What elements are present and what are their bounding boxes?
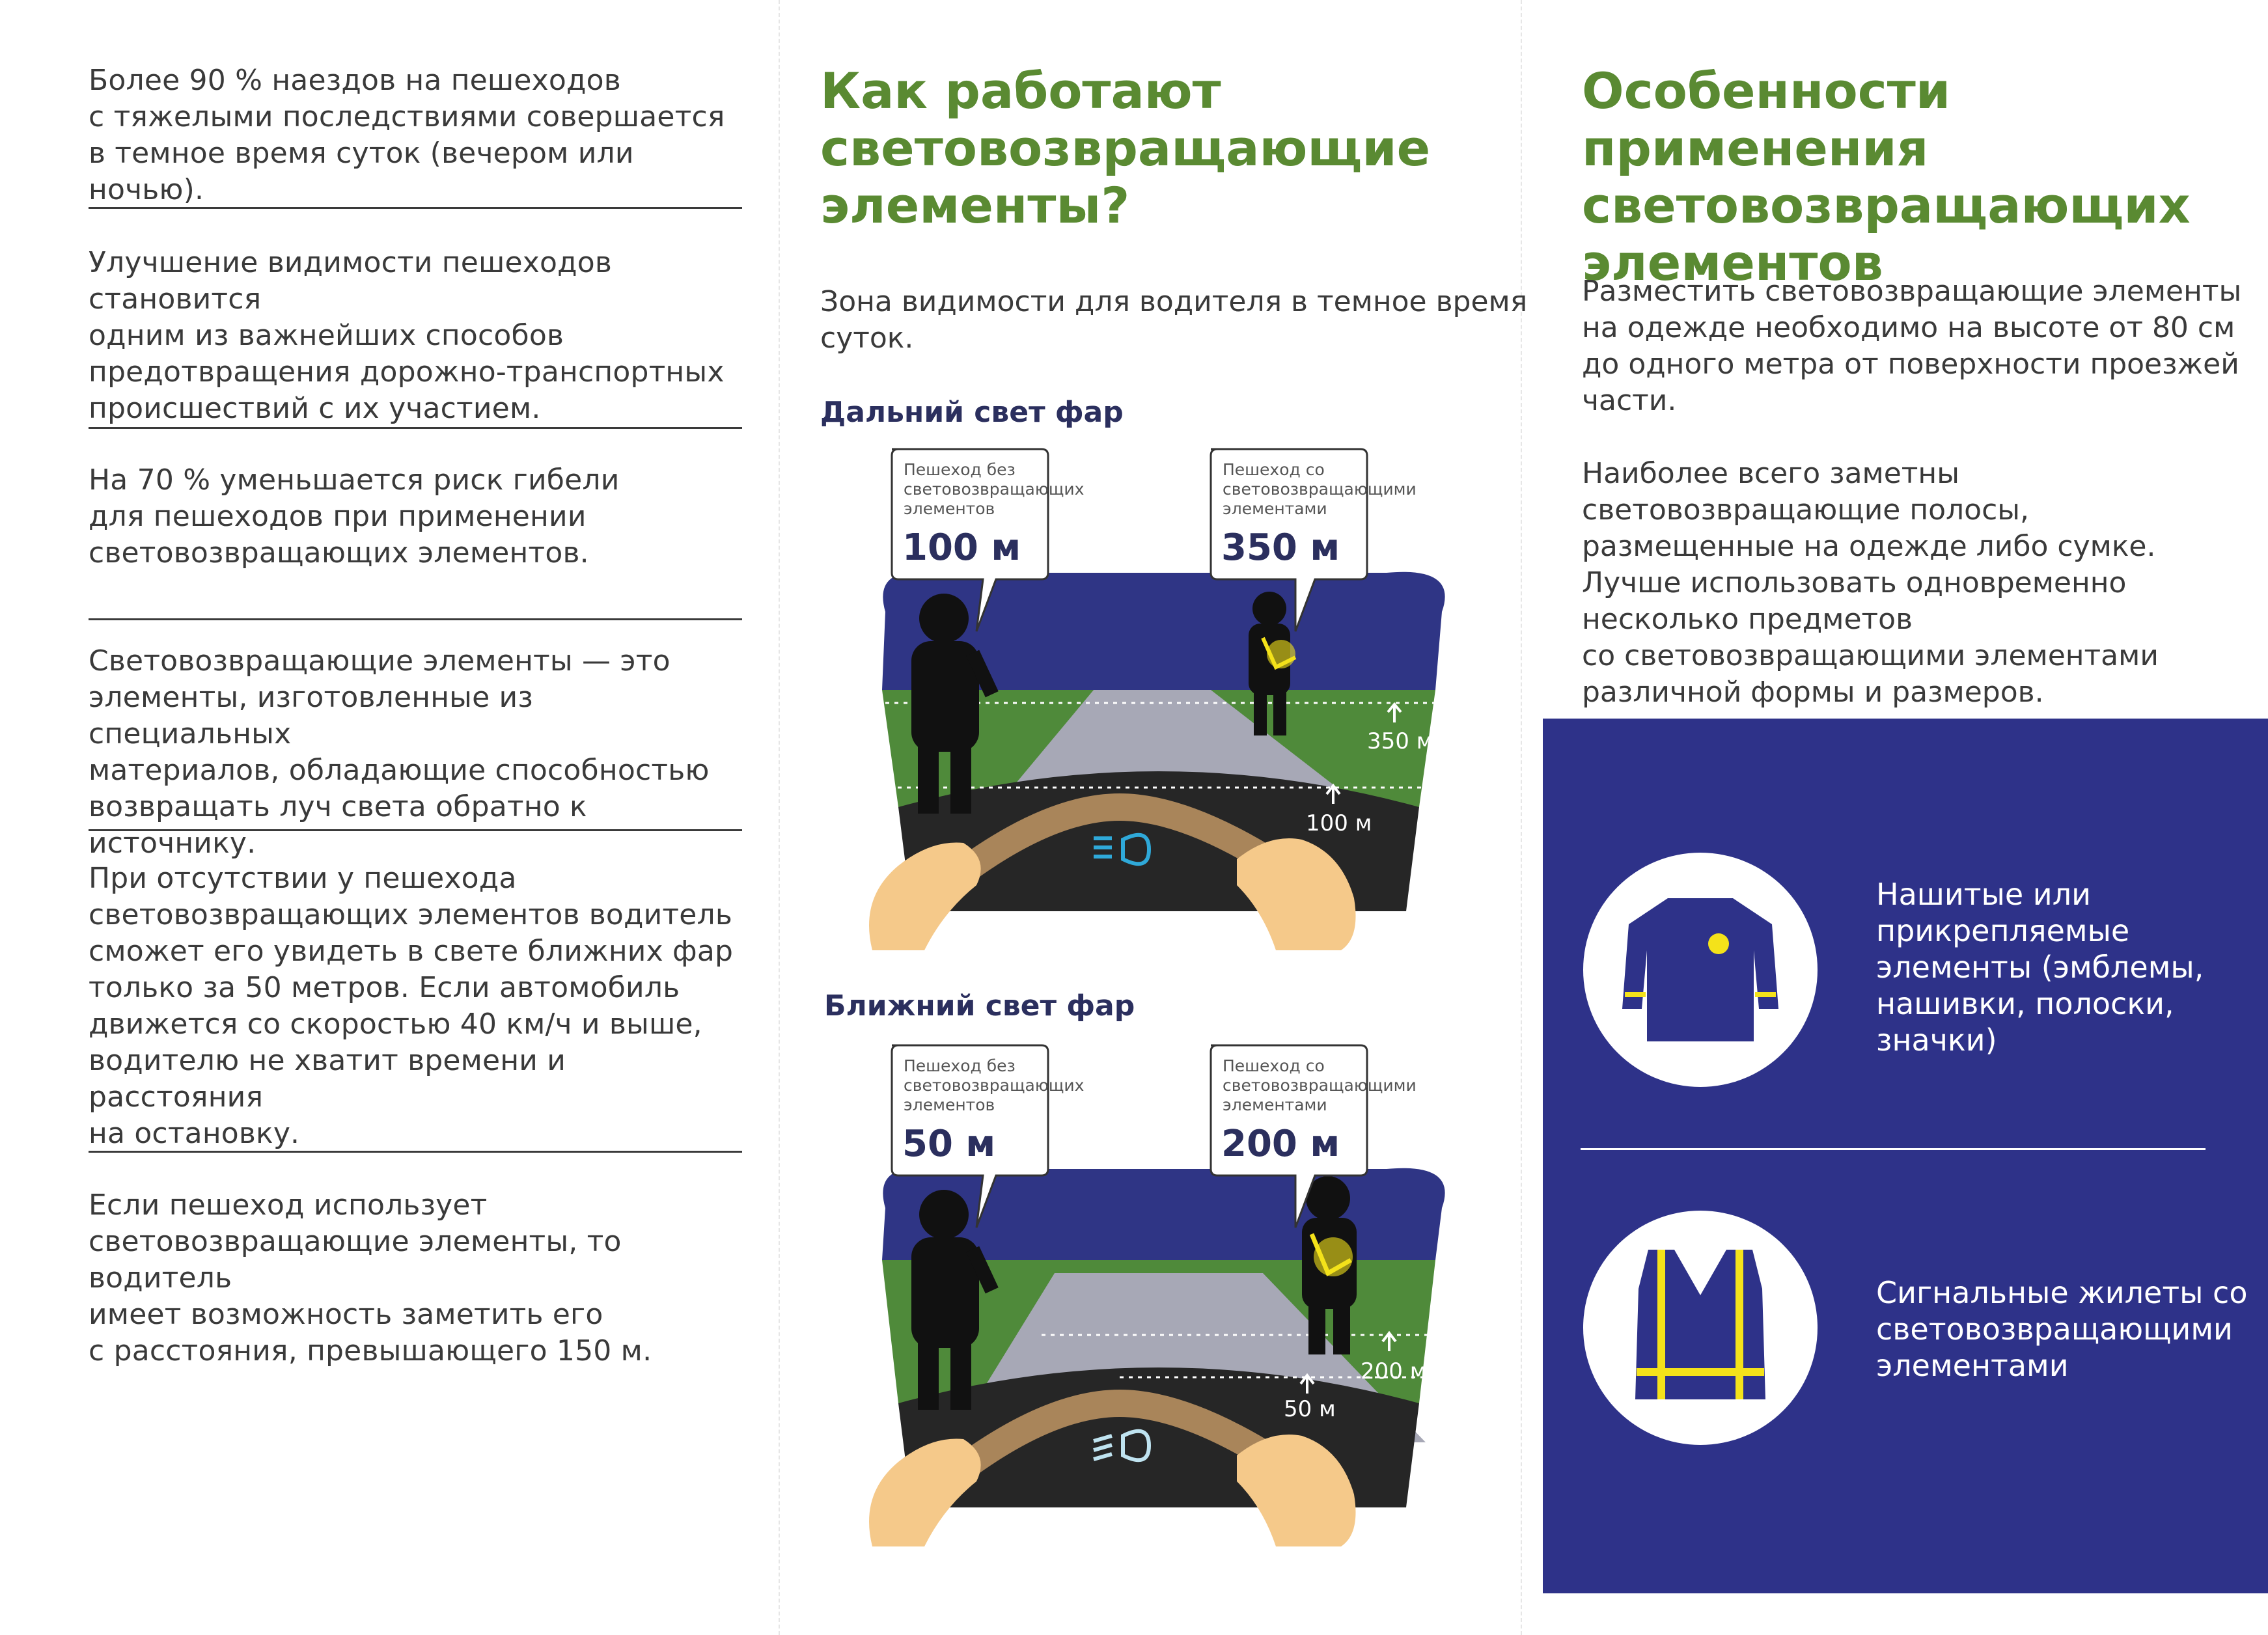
jacket-circle	[1583, 853, 1818, 1087]
paragraph-1: Более 90 % наездов на пешеходов с тяжелыми последствиями совершается в темное время суток (вечером или ночью).	[89, 64, 725, 206]
divider	[89, 427, 742, 429]
high-beam-title: Дальний свет фар	[820, 396, 1124, 429]
fold-line-right	[1521, 0, 1522, 1635]
vest-icon	[1583, 1211, 1818, 1445]
placement-paragraph: Разместить световозвращающие элементы на одежде необходимо на высоте от 80 см до одного метра от поверхности проезжей части.	[1582, 275, 2242, 417]
svg-text:200 м: 200 м	[1221, 1123, 1340, 1165]
svg-text:световозвращающими: световозвращающими	[1223, 1076, 1417, 1095]
visibility-paragraph: Наиболее всего заметны световозвращающие полосы, размещенные на одежде либо сумке. Лучше использовать одновременно несколько предметов со световозвращающими элементами различной формы и размеров.	[1582, 457, 2159, 709]
panel-divider	[1581, 1148, 2206, 1150]
divider	[89, 1151, 742, 1153]
svg-text:элементами: элементами	[1223, 499, 1327, 518]
svg-text:Пешеход со: Пешеход со	[1223, 460, 1325, 479]
near-distance-label: 50 м	[1284, 1396, 1336, 1422]
divider	[89, 207, 742, 209]
visibility-intro: Зона видимости для водителя в темное время суток.	[820, 285, 1528, 355]
low-beam-scene	[846, 1039, 1471, 1546]
svg-text:Пешеход со: Пешеход со	[1223, 1056, 1325, 1075]
svg-text:световозвращающими: световозвращающими	[1223, 480, 1417, 499]
svg-text:элементов: элементов	[904, 1095, 995, 1114]
near-distance-label: 100 м	[1306, 810, 1372, 836]
svg-text:100 м: 100 м	[902, 527, 1021, 569]
low-beam-title: Ближний свет фар	[824, 989, 1135, 1023]
svg-text:элементами: элементами	[1223, 1095, 1327, 1114]
svg-text:350 м: 350 м	[1221, 527, 1340, 569]
svg-text:световозвращающих: световозвращающих	[904, 1076, 1085, 1095]
jacket-icon	[1583, 853, 1818, 1087]
svg-text:элементов: элементов	[904, 499, 995, 518]
divider	[89, 829, 742, 831]
svg-text:Пешеход без: Пешеход без	[904, 460, 1016, 479]
sewn-elements-text: Нашитые или прикрепляемые элементы (эмблемы, нашивки, полоски, значки)	[1876, 877, 2204, 1058]
paragraph-4: Световозвращающие элементы — это элементы, изготовленные из специальных материалов, обладающие способностью возвращать луч света обратно к источнику.	[89, 644, 710, 860]
paragraph-3: На 70 % уменьшается риск гибели для пешеходов при применении световозвращающих элементов.	[89, 463, 620, 570]
svg-text:Пешеход без: Пешеход без	[904, 1056, 1016, 1075]
paragraph-2: Улучшение видимости пешеходов становится одним из важнейших способов предотвращения дорожно-транспортных происшествий с их участием.	[89, 246, 725, 425]
divider	[89, 618, 742, 620]
vest-circle	[1583, 1211, 1818, 1445]
paragraph-6: Если пешеход использует световозвращающие элементы, то водитель имеет возможность заметить его с расстояния, превышающего 150 м.	[89, 1188, 652, 1367]
fold-line-left	[779, 0, 780, 1635]
reflective-items-panel	[1543, 719, 2268, 1593]
far-distance-label: 200 м	[1361, 1358, 1427, 1384]
svg-text:световозвращающих: световозвращающих	[904, 480, 1085, 499]
far-distance-label: 350 м	[1367, 728, 1433, 754]
svg-text:50 м: 50 м	[902, 1123, 996, 1165]
section-title-usage: Особенности применения световозвращающих элементов	[1582, 62, 2191, 292]
section-title-how-it-works: Как работают световозвращающие элементы?	[820, 62, 1431, 234]
signal-vests-text: Сигнальные жилеты со световозвращающими элементами	[1876, 1275, 2248, 1383]
high-beam-scene	[846, 443, 1471, 950]
paragraph-5: При отсутствии у пешехода световозвращающих элементов водитель сможет его увидеть в свете ближних фар только за 50 метров. Если автомобиль движется со скоростью 40 км/ч и выше, водителю не хватит времени и расстояния на остановку.	[89, 862, 734, 1150]
